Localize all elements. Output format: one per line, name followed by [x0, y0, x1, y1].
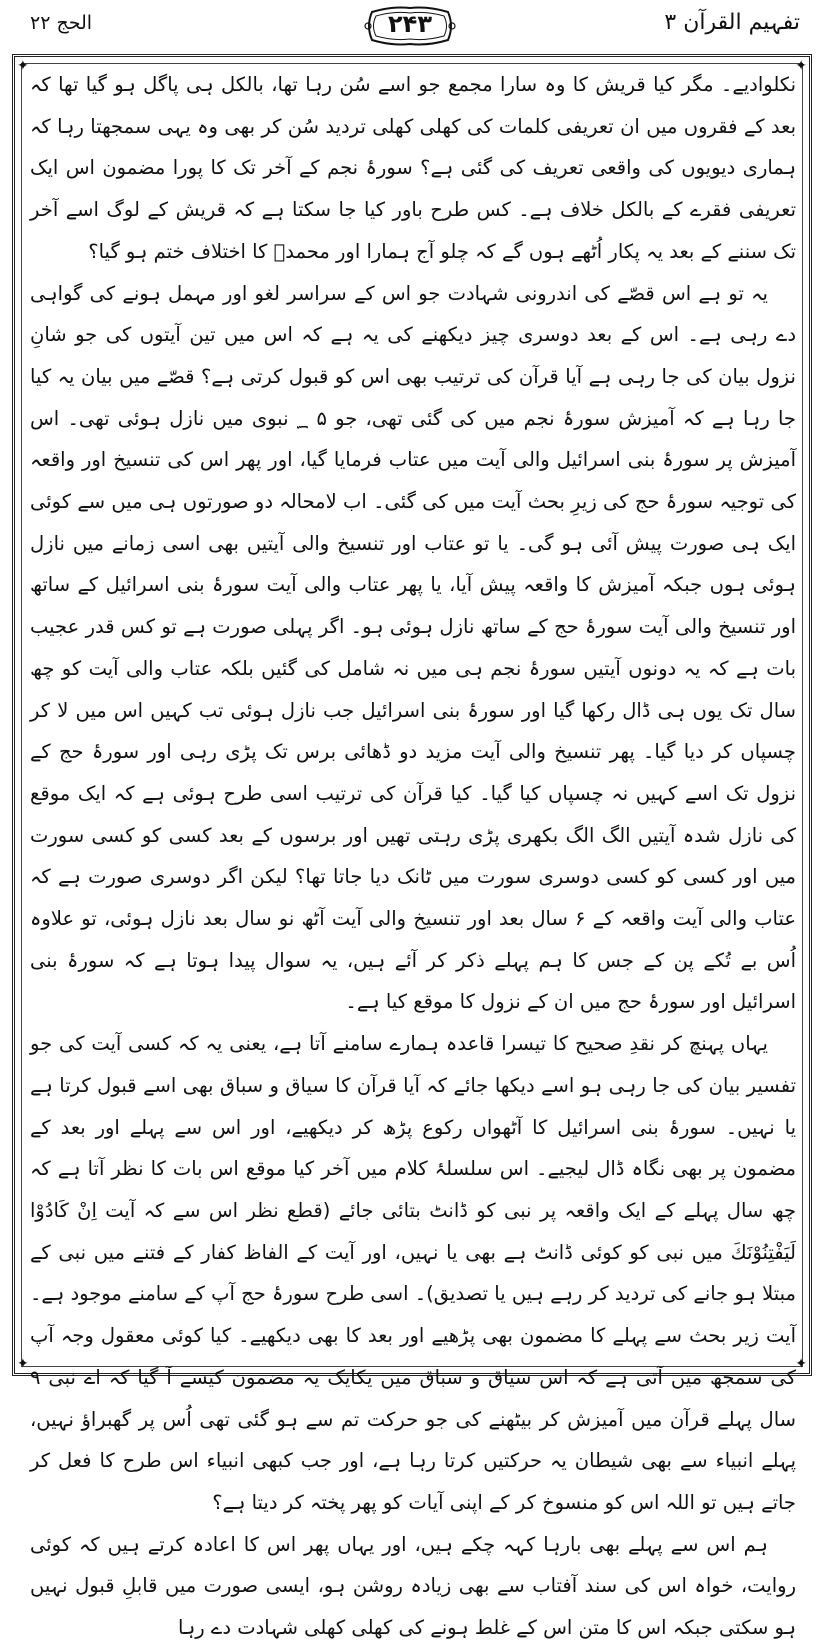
corner-ornament-icon: ✦	[17, 58, 29, 74]
corner-ornament-icon: ✦	[17, 1356, 29, 1372]
book-title: تفہیم القرآن ۳	[664, 10, 800, 35]
corner-ornament-icon: ✦	[795, 58, 807, 74]
page-header	[0, 0, 828, 56]
corner-ornament-icon: ✦	[795, 1356, 807, 1372]
page-number: ۲۴۳	[388, 10, 432, 38]
surah-label: الحج ۲۲	[30, 12, 93, 34]
paragraph: نکلوادیے۔ مگر کیا قریش کا وہ سارا مجمع جو اسے سُن رہا تھا، بالکل ہی پاگل ہو گیا تھا کہ بعد کے فقروں میں ان تعریفی کلمات کی کھلی کھلی تردید سُن کر بھی وہ یہی سمجھتا رہا کہ ہماری دیویوں کی واقعی تعریف کی گئی ہے؟ سورۂ نجم کے آخر تک کا پورا مضمون اس ایک تعریفی فقرے کے بالکل خلاف ہے۔ کس طرح باور کیا جا سکتا ہے کہ قریش کے لوگ اسے آخر تک سننے کے بعد یہ پکار اُٹھے ہوں گے کہ چلو آج ہمارا اور محمدؐ کا اختلاف ختم ہو گیا؟	[30, 73, 796, 263]
paragraph: یہ تو ہے اس قصّے کی اندرونی شہادت جو اس کے سراسر لغو اور مہمل ہونے کی گواہی دے رہی ہے۔ اس کے بعد دوسری چیز دیکھنے کی یہ ہے کہ اس میں تین آیتوں کی جو شانِ نزول بیان کی جا رہی ہے آیا قرآن کی ترتیب بھی اس کو قبول کرتی ہے؟ قصّے میں بیان یہ کیا جا رہا ہے کہ آمیزش سورۂ نجم میں کی گئی تھی، جو ۵ ؁ نبوی میں نازل ہوئی تھی۔ اس آمیزش پر سورۂ بنی اسرائیل والی آیت میں عتاب فرمایا گیا، اور پھر اس کی تنسیخ اور واقعہ کی توجیہ سورۂ حج کی زیرِ بحث آیت میں کی گئی۔ اب لامحالہ دو صورتوں ہی میں سے کوئی ایک ہی صورت پیش آئی ہو گی۔ یا تو عتاب اور تنسیخ والی آیتیں بھی اسی زمانے میں نازل ہوئی ہوں جبکہ آمیزش کا واقعہ پیش آیا، یا پھر عتاب والی آیت سورۂ بنی اسرائیل کے ساتھ اور تنسیخ والی آیت سورۂ حج کے ساتھ نازل ہوئی ہو۔ اگر پہلی صورت ہے تو کس قدر عجیب بات ہے کہ یہ دونوں آیتیں سورۂ نجم ہی میں نہ شامل کی گئیں بلکہ عتاب والی آیت کو چھ سال تک یوں ہی ڈال رکھا گیا اور سورۂ بنی اسرائیل جب نازل ہوئی تب کہیں اس میں لا کر چسپاں کر دیا گیا۔ پھر تنسیخ والی آیت مزید دو ڈھائی برس تک پڑی رہی اور سورۂ حج کے نزول تک اسے کہیں نہ چسپاں کیا گیا۔ کیا قرآن کی ترتیب اسی طرح ہوئی ہے کہ ایک موقع کی نازل شدہ آیتیں الگ الگ بکھری پڑی رہتی تھیں اور برسوں کے بعد کسی کو کسی سورت میں اور کسی کو کسی دوسری سورت میں ٹانک دیا جاتا تھا؟ لیکن اگر دوسری صورت ہے کہ عتاب والی آیت واقعہ کے ۶ سال بعد اور تنسیخ والی آیت آٹھ نو سال بعد نازل ہوئی، تو علاوہ اُس بے تُکے پن کے جس کا ہم پہلے ذکر کر آئے ہیں، یہ سوال پیدا ہوتا ہے کہ سورۂ بنی اسرائیل اور سورۂ حج میں ان کے نزول کا موقع کیا ہے۔	[30, 281, 796, 1014]
paragraph: ہم اس سے پہلے بھی بارہا کہہ چکے ہیں، اور یہاں پھر اس کا اعادہ کرتے ہیں کہ کوئی روایت، خواہ اس کی سند آفتاب سے بھی زیادہ روشن ہو، ایسی صورت میں قابلِ قبول نہیں ہو سکتی جبکہ اس کا متن اس کے غلط ہونے کی کھلی کھلی شہادت دے رہا	[30, 1532, 796, 1640]
page-number-cartouche	[362, 4, 458, 48]
paragraph: یہاں پہنچ کر نقدِ صحیح کا تیسرا قاعدہ ہمارے سامنے آتا ہے، یعنی یہ کہ کسی آیت کی جو تفسیر بیان کی جا رہی ہو اسے دیکھا جائے کہ آیا قرآن کا سیاق و سباق بھی اسے قبول کرتا ہے یا نہیں۔ سورۂ بنی اسرائیل کا آٹھواں رکوع پڑھ کر دیکھیے، اور اس سے پہلے اور بعد کے مضمون پر بھی نگاہ ڈال لیجیے۔ اس سلسلۂ کلام میں آخر کیا موقع اس بات کا نظر آتا ہے کہ چھ سال پہلے کے ایک واقعہ پر نبی کو ڈانٹ بتائی جائے (قطع نظر اس سے کہ آیت اِنْ كَادُوْا لَيَفْتِنُوْنَكَ میں نبی کو کوئی ڈانٹ ہے بھی یا نہیں، اور آیت کے الفاظ کفار کے فتنے میں نبی کے مبتلا ہو جانے کی تردید کر رہے ہیں یا تصدیق)۔ اسی طرح سورۂ حج آپ کے سامنے موجود ہے۔ آیت زیر بحث سے پہلے کا مضمون بھی پڑھیے اور بعد کا بھی دیکھیے۔ کیا کوئی معقول وجہ آپ کی سمجھ میں آتی ہے کہ اس سیاق و سباق میں یکایک یہ مضمون کیسے آ گیا کہ اے نبی ۹ سال پہلے قرآن میں آمیزش کر بیٹھنے کی جو حرکت تم سے ہو گئی تھی اُس پر گھبراؤ نہیں، پہلے انبیاء سے بھی شیطان یہ حرکتیں کرتا رہا ہے، اور جب کبھی انبیاء اس طرح کا فعل کر جاتے ہیں تو اللہ اس کو منسوخ کر کے اپنی آیات کو پھر پختہ کر دیتا ہے؟	[30, 1032, 796, 1514]
body-text	[30, 64, 796, 1640]
